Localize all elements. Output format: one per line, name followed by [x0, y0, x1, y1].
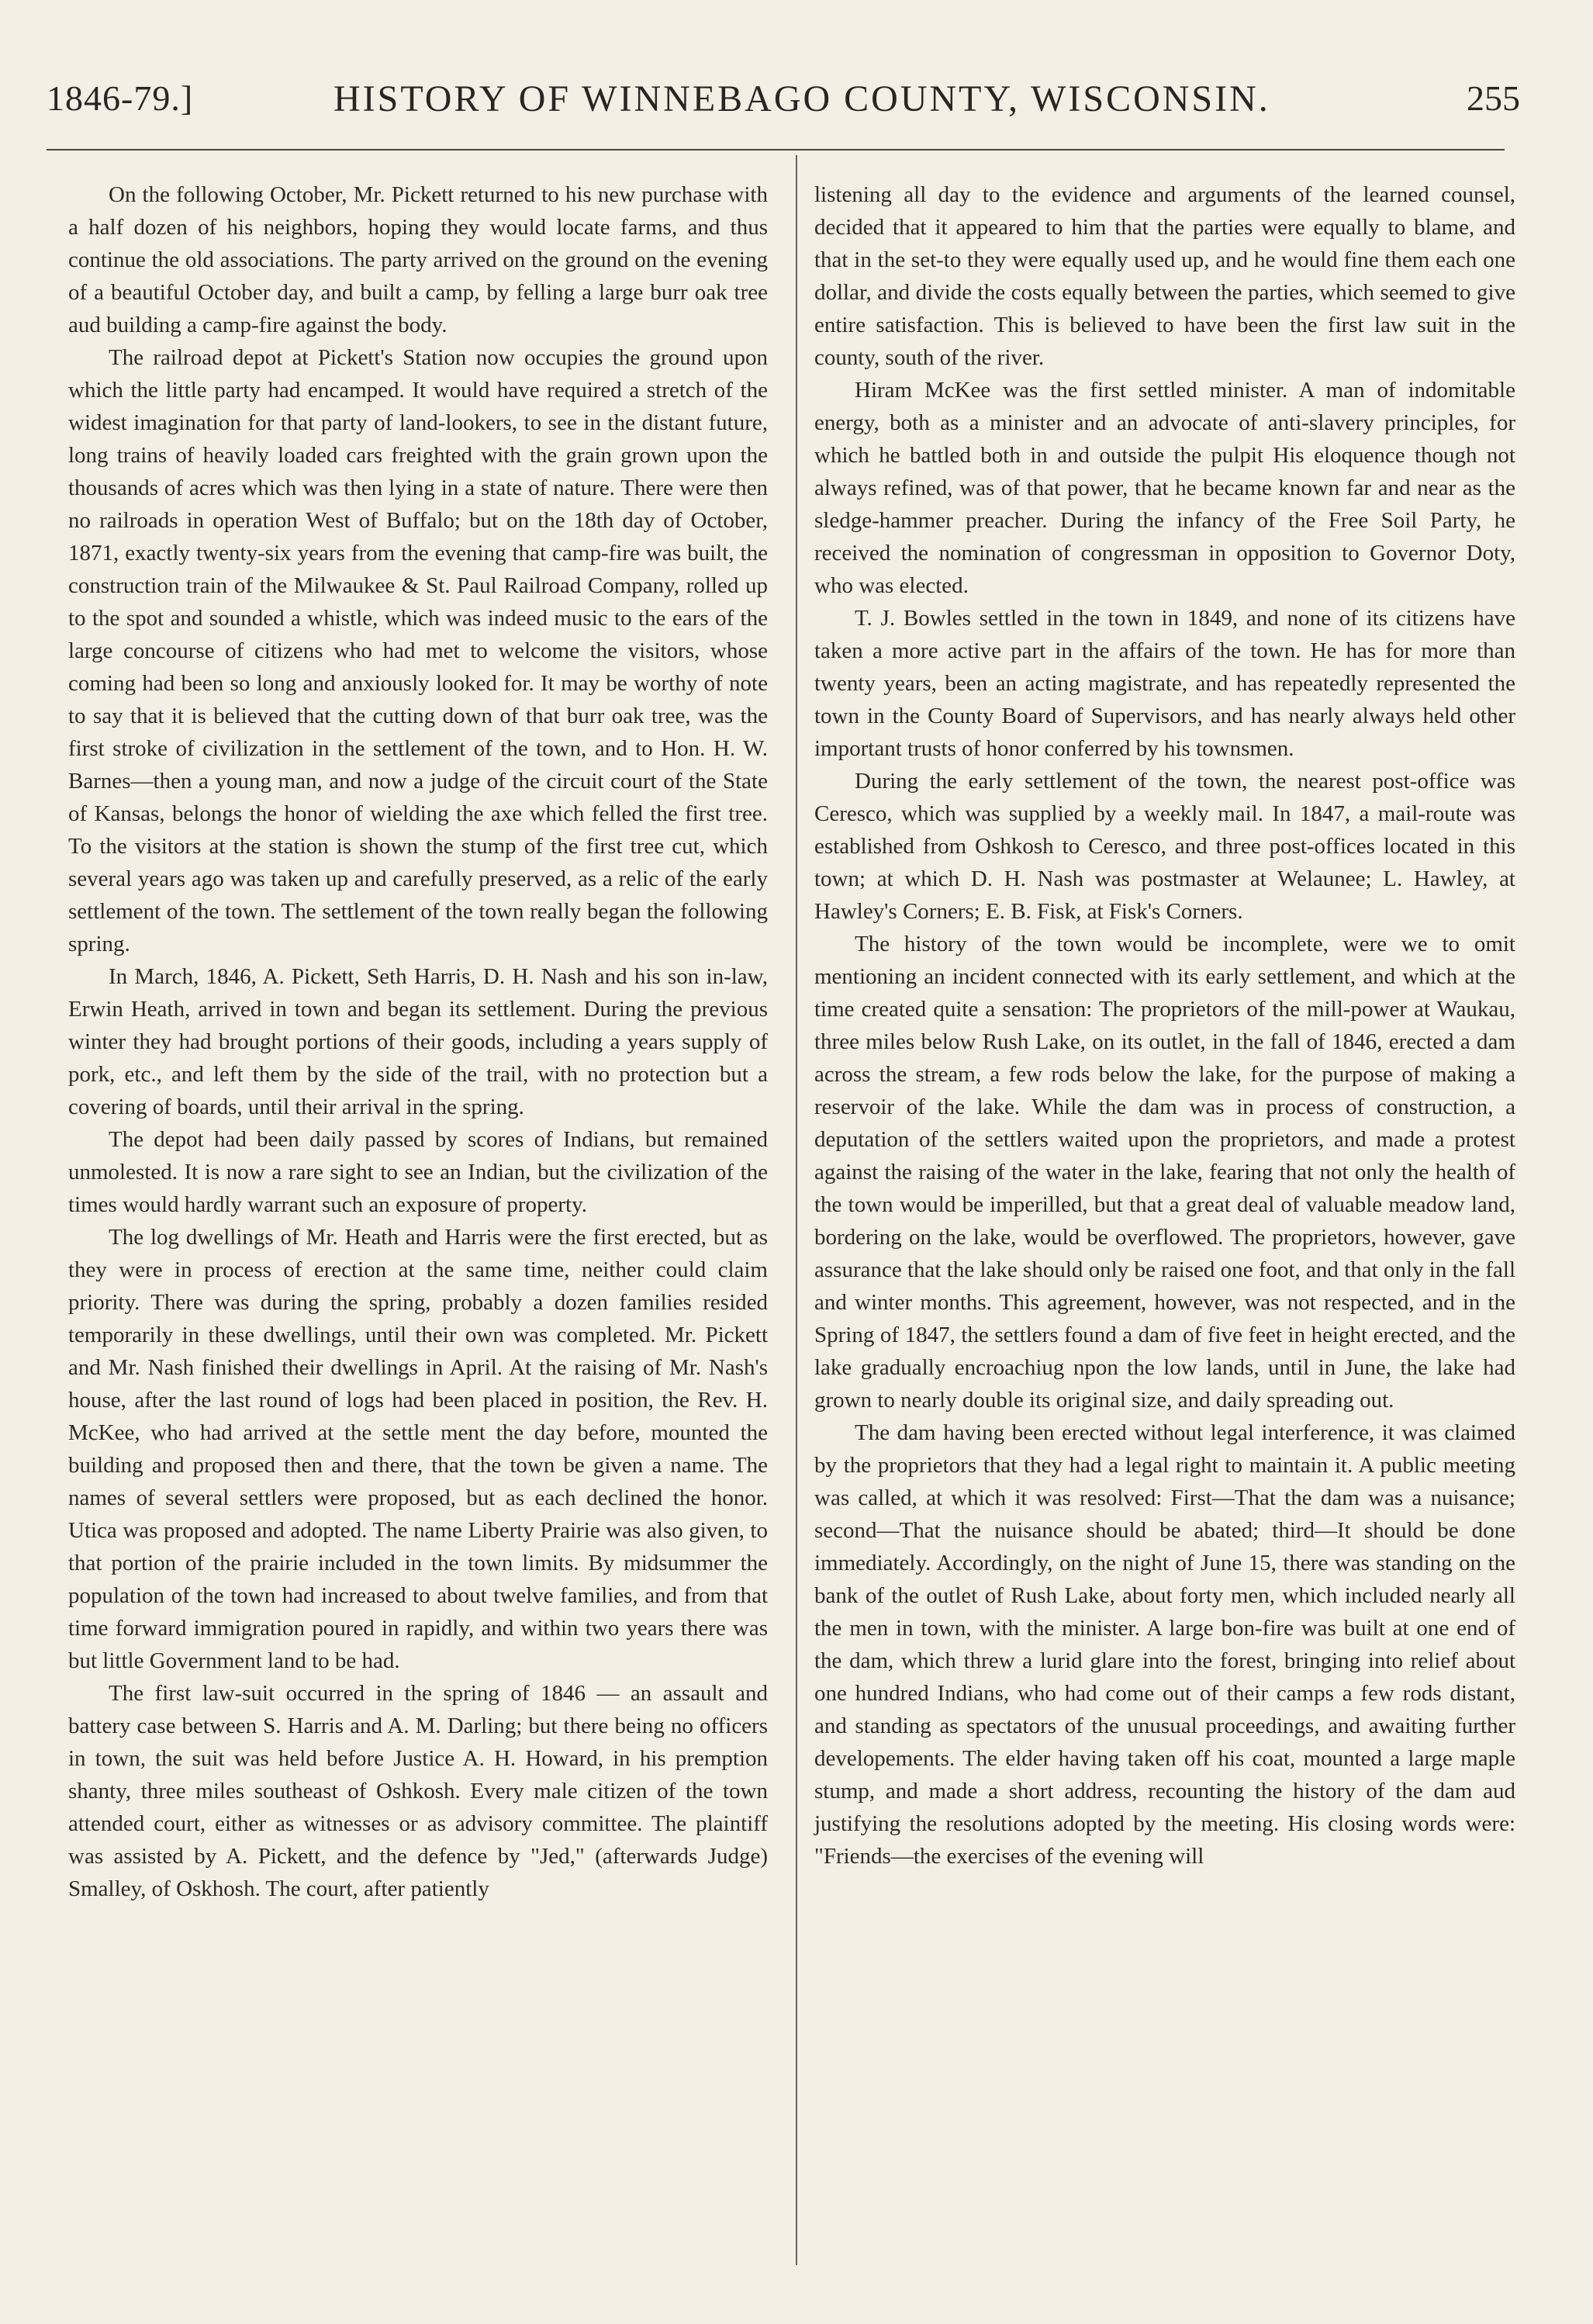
paragraph: listening all day to the evidence and arguments of the learned counsel, decided that it appeared to him that the parties were equally to blame, and that in the set-to they were equally used up, and he would fine them each one dollar, and divide the costs equally between the parties, which seemed to give entire satisfaction. This is believed to have been the first law suit in the county, south of the river.	[814, 182, 1515, 370]
paragraph: During the early settlement of the town, the nearest post-office was Ceresco, which was supplied by a weekly mail. In 1847, a mail-route was established from Oshkosh to Ceresco, and three post-offices located in this town; at which D. H. Nash was postmaster at Welaunee; L. Hawley, at Hawley's Corners; E. B. Fisk, at Fisk's Corners.	[814, 769, 1515, 924]
paragraph: In March, 1846, A. Pickett, Seth Harris, D. H. Nash and his son in-law, Erwin Heath, arrived in town and began its settlement. During the previous winter they had brought portions of their goods, including a years supply of pork, etc., and left them by the side of the trail, with no protection but a covering of boards, until their arrival in the spring.	[68, 964, 768, 1119]
paragraph: The history of the town would be incomplete, were we to omit mentioning an incident connected with its early settlement, and which at the time created quite a sensation: The proprietors of the mill-power at Waukau, three miles below Rush Lake, on its outlet, in the fall of 1846, erected a dam across the stream, a few rods below the lake, for the purpose of making a reservoir of the lake. While the dam was in process of construction, a deputation of the settlers waited upon the proprietors, and made a protest against the raising of the water in the lake, fearing that not only the health of the town would be imperilled, but that a great deal of valuable meadow land, bordering on the lake, would be overflowed. The proprietors, however, gave assurance that the lake should only be raised one foot, and that only in the fall and winter months. This agreement, however, was not respected, and in the Spring of 1847, the settlers found a dam of five feet in height erected, and the lake gradually encroachiug npon the low lands, until in June, the lake had grown to nearly double its original size, and daily spreading out.	[814, 932, 1515, 1413]
header-rule	[47, 149, 1505, 150]
paragraph: The dam having been erected without legal interference, it was claimed by the proprietors that they had a legal right to maintain it. A public meeting was called, at which it was resolved: First—That the dam was a nuisance; second—That the nuisance should be abated; third—It should be done immediately. Accordingly, on the night of June 15, there was standing on the bank of the outlet of Rush Lake, about forty men, which included nearly all the men in town, with the minister. A large bon-fire was built at one end of the dam, which threw a lurid glare into the forest, bringing into relief about one hundred Indians, who had come out of their camps a few rods distant, and standing as spectators of the unusual proceedings, and awaiting further developements. The elder having taken off his coat, mounted a large maple stump, and made a short address, recounting the history of the dam aud justifying the resolutions adopted by the meeting. His closing words were: "Friends—the exercises of the evening will	[814, 1420, 1515, 1869]
page-number: 255	[1467, 78, 1520, 118]
right-column	[814, 178, 1515, 1873]
paragraph: On the following October, Mr. Pickett returned to his new purchase with a half dozen of his neighbors, hoping they would locate farms, and thus continue the old associations. The party arrived on the ground on the evening of a beautiful October day, and built a camp, by felling a large burr oak tree aud building a camp-fire against the body.	[68, 182, 768, 337]
paragraph: The railroad depot at Pickett's Station now occupies the ground upon which the little party had encamped. It would have required a stretch of the widest imagination for that party of land-lookers, to see in the distant future, long trains of heavily loaded cars freighted with the grain grown upon the thousands of acres which was then lying in a state of nature. There were then no railroads in operation West of Buffalo; but on the 18th day of October, 1871, exactly twenty-six years from the evening that camp-fire was built, the construction train of the Milwaukee & St. Paul Railroad Company, rolled up to the spot and sounded a whistle, which was indeed music to the ears of the large concourse of citizens who had met to welcome the visitors, whose coming had been so long and anxiously looked for. It may be worthy of note to say that it is believed that the cutting down of that burr oak tree, was the first stroke of civilization in the settlement of the town, and to Hon. H. W. Barnes—then a young man, and now a judge of the circuit court of the State of Kansas, belongs the honor of wielding the axe which felled the first tree. To the visitors at the station is shown the stump of the first tree cut, which several years ago was taken up and carefully preserved, as a relic of the early settlement of the town. The settlement of the town really began the following spring.	[68, 345, 768, 956]
left-column	[68, 178, 768, 1905]
header-years: 1846-79.]	[47, 78, 194, 118]
paragraph: The depot had been daily passed by scores of Indians, but remained unmolested. It is now a rare sight to see an Indian, but the civilization of the times would hardly warrant such an exposure of property.	[68, 1127, 768, 1217]
column-divider	[796, 155, 797, 2265]
paragraph: Hiram McKee was the first settled minister. A man of indomitable energy, both as a minister and an advocate of anti-slavery principles, for which he battled both in and outside the pulpit His eloquence though not always refined, was of that power, that he became known far and near as the sledge-hammer preacher. During the infancy of the Free Soil Party, he received the nomination of congressman in opposition to Governor Doty, who was elected.	[814, 378, 1515, 598]
paragraph: T. J. Bowles settled in the town in 1849, and none of its citizens have taken a more active part in the affairs of the town. He has for more than twenty years, been an acting magistrate, and has repeatedly represented the town in the County Board of Supervisors, and has nearly always held other important trusts of honor conferred by his townsmen.	[814, 606, 1515, 761]
paragraph: The log dwellings of Mr. Heath and Harris were the first erected, but as they were in process of erection at the same time, neither could claim priority. There was during the spring, probably a dozen families resided temporarily in these dwellings, until their own was completed. Mr. Pickett and Mr. Nash finished their dwellings in April. At the raising of Mr. Nash's house, after the last round of logs had been placed in position, the Rev. H. McKee, who had arrived at the settle ment the day before, mounted the building and proposed then and there, that the town be given a name. The names of several settlers were proposed, but as each declined the honor. Utica was proposed and adopted. The name Liberty Prairie was also given, to that portion of the prairie included in the town limits. By midsummer the population of the town had increased to about twelve families, and from that time forward immigration poured in rapidly, and within two years there was but little Government land to be had.	[68, 1225, 768, 1673]
running-header	[47, 68, 1520, 138]
paragraph: The first law-suit occurred in the spring of 1846 — an assault and battery case between S. Harris and A. M. Darling; but there being no officers in town, the suit was held before Justice A. H. Howard, in his premption shanty, three miles southeast of Oshkosh. Every male citizen of the town attended court, either as witnesses or as advisory committee. The plaintiff was assisted by A. Pickett, and the defence by "Jed," (afterwards Judge) Smalley, of Oskhosh. The court, after patiently	[68, 1681, 768, 1901]
header-title: HISTORY OF WINNEBAGO COUNTY, WISCONSIN.	[333, 78, 1270, 119]
